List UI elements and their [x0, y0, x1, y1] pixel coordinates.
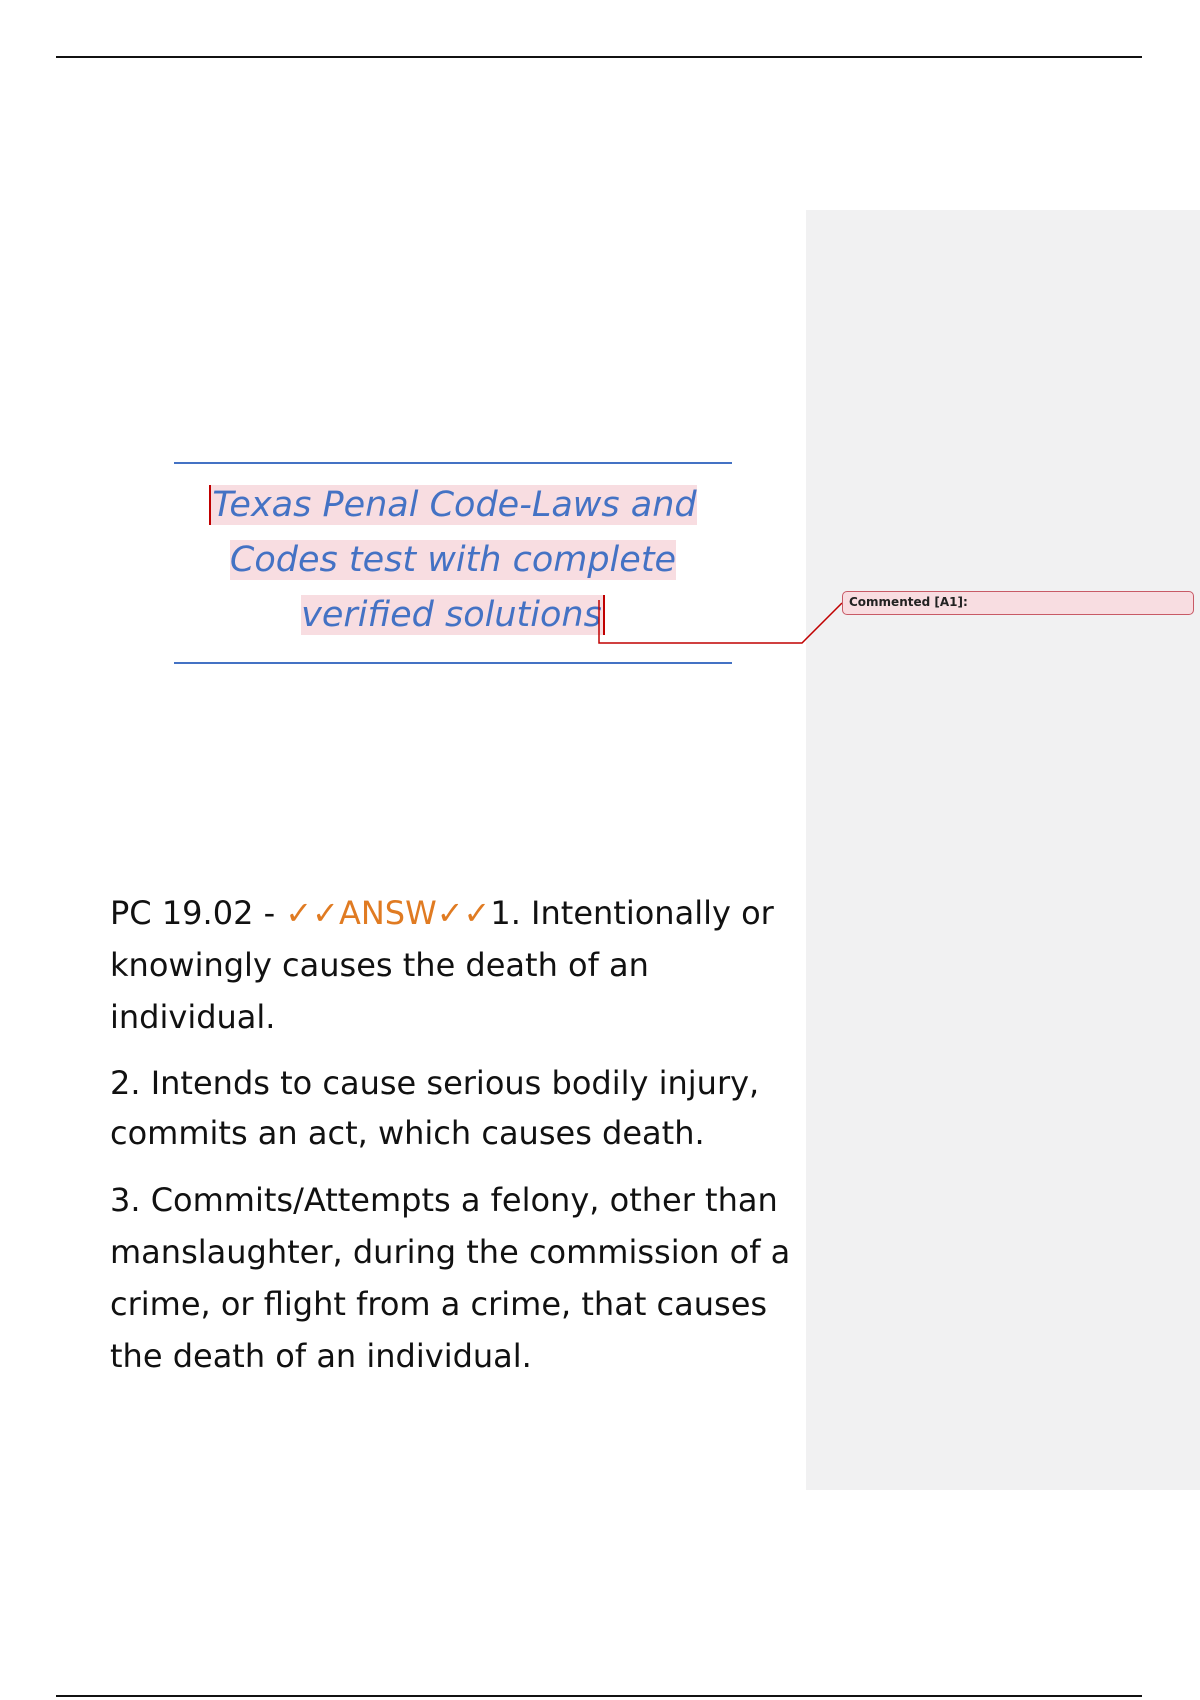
answer-paragraph-3 [110, 1174, 810, 1382]
comments-margin-pane [806, 210, 1200, 1490]
title-line [209, 478, 696, 533]
paragraph-line: manslaughter, during the commission of a [110, 1233, 791, 1271]
answer-paragraph-1 [110, 887, 810, 1043]
title-line-2-text: Codes test with complete [229, 540, 677, 580]
answer-marker: ✓✓ANSW✓✓ [285, 894, 491, 932]
page-header-rule [56, 56, 1142, 58]
title-line-3-text: verified solutions [301, 595, 605, 635]
title-line-1-text: Texas Penal Code-Laws and [209, 485, 696, 525]
comment-label: Commented [A1]: [849, 595, 968, 609]
paragraph-line: individual. [110, 998, 276, 1036]
paragraph-line: knowingly causes the death of an [110, 946, 649, 984]
title-top-border [174, 462, 732, 464]
title-line [230, 533, 676, 588]
comment-balloon[interactable] [842, 591, 1194, 615]
paragraph-line [110, 887, 810, 939]
paragraph-line: 3. Commits/Attempts a felony, other than [110, 1181, 778, 1219]
question-prefix: PC 19.02 - [110, 894, 286, 932]
answer-paragraph-2 [110, 1058, 810, 1158]
paragraph-line: the death of an individual. [110, 1337, 532, 1375]
document-title[interactable] [174, 478, 732, 643]
paragraph-line: commits an act, which causes death. [110, 1114, 705, 1152]
title-line [301, 588, 605, 643]
paragraph-text: 1. Intentionally or [490, 894, 774, 932]
paragraph-line: 2. Intends to cause serious bodily injury, [110, 1064, 760, 1102]
title-bottom-border [174, 662, 732, 664]
paragraph-line: crime, or flight from a crime, that causes [110, 1285, 768, 1323]
page-footer-rule [56, 1695, 1142, 1697]
